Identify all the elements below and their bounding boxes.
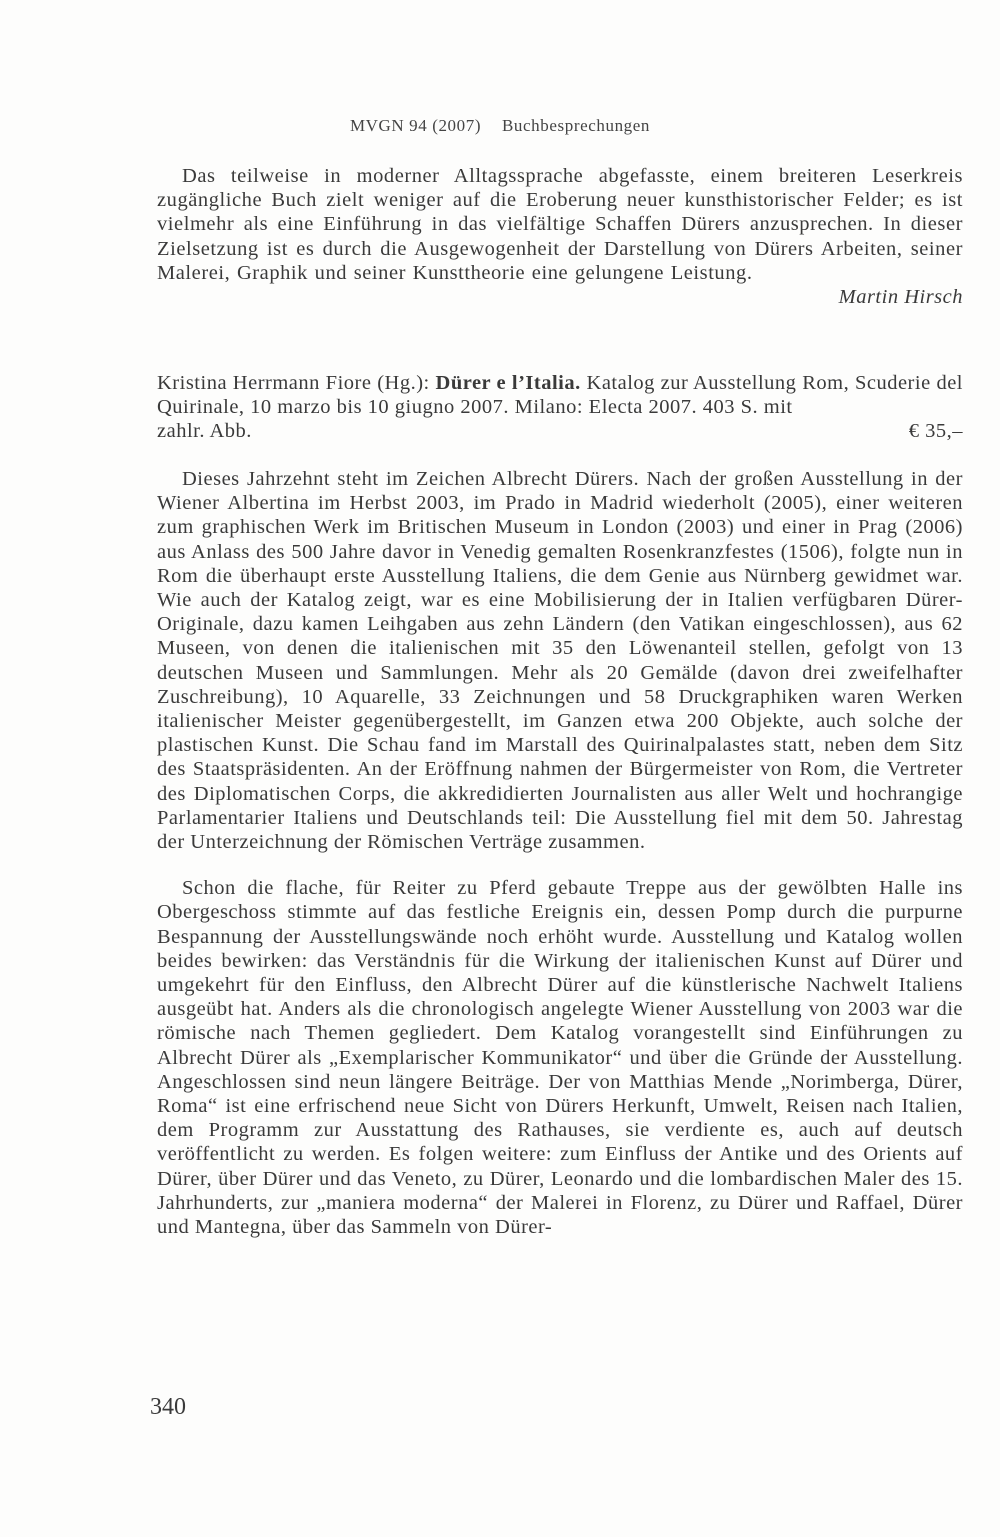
journal-citation: MVGN 94 (2007) — [349, 116, 482, 135]
bib-details-end: zahlr. Abb. — [157, 420, 252, 443]
reviewer-signature: Martin Hirsch — [838, 286, 963, 309]
running-head — [0, 116, 1000, 136]
review-closing-paragraph: Das teilweise in moderner Alltagssprache abgefasste, einem breiteren Leserkreis zugängliche Buch zielt weniger auf die Eroberung neuer kunsthistorischer Felder; es ist vielmehr als eine Einführung in das vielfältige Schaffen Dürers anzusprechen. In dieser Zielsetzung ist es durch die Ausgewogenheit der Darstellung von Dürers Arbeiten, seiner Malerei, Graphik und seiner Kunsttheorie eine gelungene Leistung. — [157, 165, 963, 284]
bib-price: € 35,– — [908, 420, 963, 443]
bib-main — [157, 371, 963, 419]
bibliographic-entry — [157, 371, 963, 444]
review-paragraph-2: Schon die flache, für Reiter zu Pferd gebaute Treppe aus der gewölbten Halle ins Obergeschoss stimmte auf das festliche Ereignis ein, dessen Pomp durch die purpurne Bespannung der Ausstellungswände noch erhöht wurde. Ausstellung und Katalog wollen beides bewirken: das Verständnis für die Wirkung der italienischen Kunst auf Dürer und umgekehrt für den Einfluss, den Albrecht Dürer auf die künstlerische Nachwelt Italiens ausgeübt hat. Anders als die chronologisch angelegte Wiener Ausstellung von 2003 war die römische nach Themen gegliedert. Dem Katalog vorangestellt sind Einführungen zu Albrecht Dürer als „Exemplarischer Kommunikator“ und über die Gründe der Ausstellung. Angeschlossen sind neun längere Beiträge. Der von Matthias Mende „Norimberga, Dürer, Roma“ ist eine erfrischend neue Sicht von Dürers Herkunft, Umwelt, Reisen nach Italien, dem Programm zur Ausstattung des Rathauses, sie verdiente es, auch auf deutsch veröffentlicht zu werden. Es folgen weitere: zum Einfluss der Antike und des Orients auf Dürer, über Dürer und das Veneto, zu Dürer, Leonardo und die lombardischen Maler des 15. Jahrhunderts, zur „maniera moderna“ der Malerei in Florenz, zu Dürer und Raffael, Dürer und Mantegna, über das Sammeln von Dürer- — [157, 877, 963, 1239]
previous-review-ending — [157, 164, 963, 309]
bib-details: Katalog zur Ausstellung Rom, Scuderie del Quirinale, 10 marzo bis 10 giugno 2007. Milano: Electa 2007. 403 S. mit — [157, 372, 963, 419]
bib-price-row — [157, 419, 963, 443]
review-paragraph-1: Dieses Jahrzehnt steht im Zeichen Albrecht Dürers. Nach der großen Ausstellung in der Wiener Albertina im Herbst 2003, im Prado in Madrid wiederholt (2005), einer weiteren zum graphischen Werk im Britischen Museum in London (2003) und einer in Prag (2006) aus Anlass des 500 Jahre davor in Venedig gemalten Rosenkranzfestes (1506), folgte nun in Rom die überhaupt erste Ausstellung Italiens, die dem Genie aus Nürnberg gewidmet war. Wie auch der Katalog zeigt, war es eine Mobilisierung der in Italien verfügbaren Dürer-Originale, dazu kamen Leihgaben aus zehn Ländern (den Vatikan eingeschlossen), aus 62 Museen, von denen die italienischen mit 35 den Löwenanteil stellen, gefolgt von 13 deutschen Museen und Sammlungen. Mehr als 20 Gemälde (davon drei zweifelhafter Zuschreibung), 10 Aquarelle, 33 Zeichnungen und 58 Druckgraphiken waren Werken italienischer Meister gegenübergestellt, im Ganzen etwa 200 Objekte, auch solche der plastischen Kunst. Die Schau fand im Marstall des Quirinalpalastes statt, neben dem Sitz des Staatspräsidenten. An der Eröffnung nahmen der Bürgermeister von Rom, die Vertreter des Diplomatischen Corps, die akkredidierten Journalisten aus aller Welt und hochrangige Parlamentarier Italiens und Deutschlands teil: Die Ausstellung fiel mit dem 50. Jahrestag der Unterzeichnung der Römischen Verträge zusammen. — [157, 468, 963, 854]
page-number: 340 — [150, 1394, 186, 1420]
review-body — [157, 467, 963, 1239]
bib-title: Dürer e l’Italia. — [435, 372, 581, 394]
section-title: Buchbesprechungen — [501, 116, 651, 135]
bib-author: Kristina Herrmann Fiore (Hg.): — [157, 372, 430, 394]
